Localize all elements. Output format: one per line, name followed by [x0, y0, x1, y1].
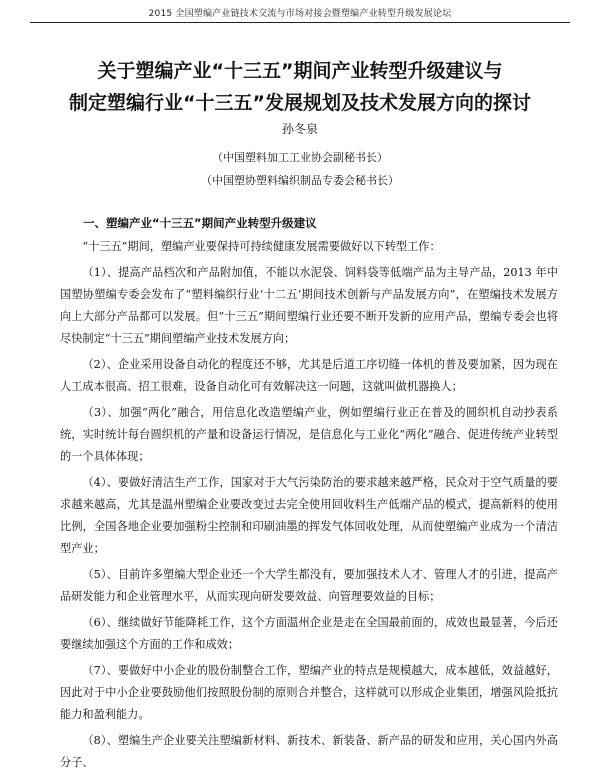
body-text	[60, 212, 558, 778]
author: 孙冬泉	[281, 122, 318, 136]
list-item: （2）、企业采用设备自动化的程度还不够，尤其是后道工序切缝一体机的普及要加紧，因为现在人工成本很高、招工很难，设备自动化可有效解决这一问题，这就叫做机器换人；	[60, 358, 558, 393]
section-heading: 一、塑编产业“十三五”期间产业转型升级建议	[83, 216, 317, 230]
list-item: （8）、塑编生产企业要关注塑编新材料、新技术、新装备、新产品的研发和应用，关心国内外高分子、	[60, 734, 558, 769]
list-item: （1）、提高产品档次和产品附加值，不能以水泥袋、饲料袋等低端产品为主导产品，2013 年中国塑协塑编专委会发布了“塑料编织行业‘十二五’期间技术创新与产品发展方向”，在塑编技术发展方向上大部分产品都可以发展。但“十三五”期间塑编行业还要不断开发新的应用产品，塑编专委会也将尽快制定“十三五”期间塑编产业技术发展方向；	[60, 266, 558, 345]
running-header: 2015 全国塑编产业链技术交流与市场对接会暨塑编产业转型升级发展论坛	[30, 6, 570, 23]
list-item: （6）、继续做好节能降耗工作，这个方面温州企业是走在全国最前面的，成效也最显著，今后还要继续加强这个方面的工作和成效；	[60, 616, 558, 651]
affiliation-1: （中国塑料加工工业协会副秘书长）	[212, 151, 388, 164]
paper-title	[40, 55, 560, 119]
list-item: （4）、要做好清洁生产工作，国家对于大气污染防治的要求越来越严格，民众对于空气质量的要求越来越高，尤其是温州塑编企业要改变过去完全使用回收料生产低端产品的模式，提高新料的使用比例，全国各地企业要加强粉尘控制和印刷油墨的挥发气体回收处理，从而使塑编产业成为一个清洁型产业；	[60, 476, 558, 555]
section-intro: “十三五”期间，塑编产业要保持可持续健康发展需要做好以下转型工作：	[82, 240, 441, 253]
list-item: （3）、加强“两化”融合，用信息化改造塑编产业，例如塑编行业正在普及的圆织机自动抄表系统，实时统计每台圆织机的产量和设备运行情况，是信息化与工业化“两化”融合、促进传统产业转型的一个具体体现；	[60, 406, 558, 463]
title-line-2: 制定塑编行业“十三五”发展规划及技术发展方向的探讨	[69, 92, 531, 114]
list-item: （5）、目前许多塑编大型企业还一个大学生都没有，要加强技术人才、管理人才的引进，提高产品研发能力和企业管理水平，从而实现向研发要效益、向管理要效益的目标；	[60, 568, 558, 603]
title-line-1: 关于塑编产业“十三五”期间产业转型升级建议与	[97, 60, 503, 82]
affiliation-2: （中国塑协塑料编织制品专委会秘书长）	[201, 174, 399, 187]
list-item: （7）、要做好中小企业的股份制整合工作，塑编产业的特点是规模越大，成本越低，效益越好，因此对于中小企业要鼓励他们按照股份制的原则合并整合，这样就可以形成企业集团，增强风险抵抗能力和盈利能力。	[60, 664, 558, 721]
